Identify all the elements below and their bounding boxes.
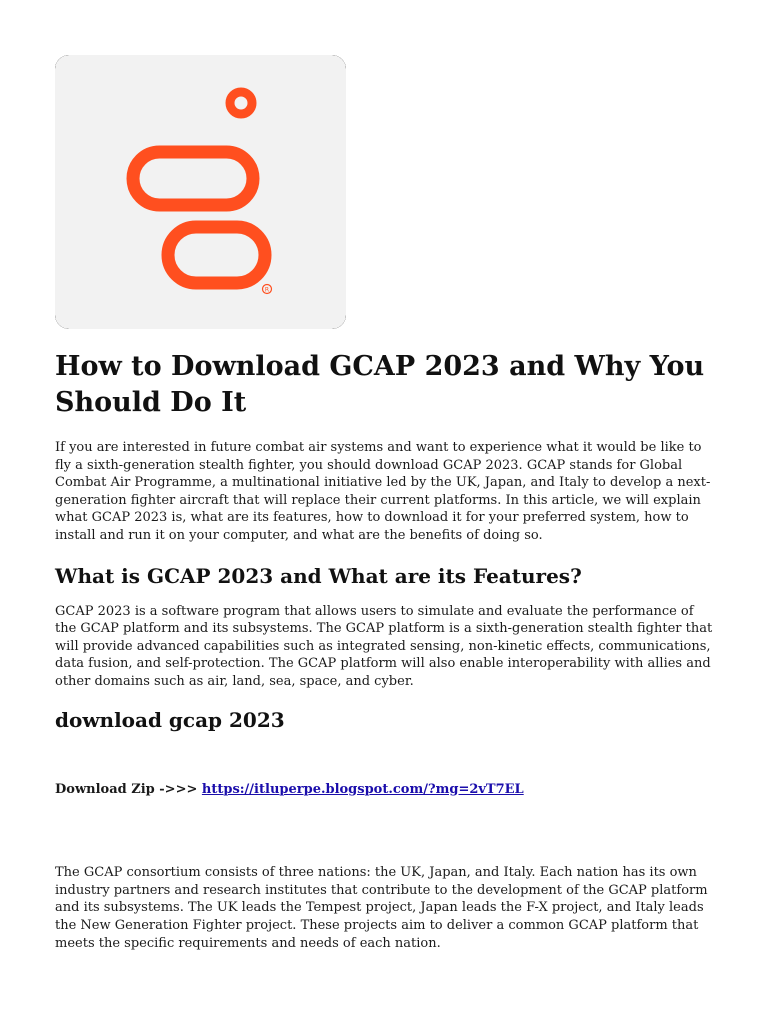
- registered-mark: R: [264, 286, 270, 294]
- document-page: [55, 55, 715, 952]
- download-link[interactable]: https://itluperpe.blogspot.com/?mg=2vT7EL: [201, 781, 524, 797]
- download-label: Download Zip ->>>: [55, 781, 202, 797]
- download-line: [55, 781, 715, 799]
- section-heading-features: What is GCAP 2023 and What are its Features?: [55, 563, 582, 588]
- features-paragraph: GCAP 2023 is a software program that allows users to simulate and evaluate the performance of the GCAP platform and its subsystems. The GCAP platform is a sixth-generation stealth fighter that will provide advanced capabilities such as integrated sensing, non-kinetic effects, communications, data fusion, and self-protection. The GCAP platform will also enable interoperability with allies and other domains such as air, land, sea, space, and cyber.: [55, 603, 713, 689]
- page-title: How to Download GCAP 2023 and Why You Should Do It: [55, 351, 705, 418]
- consortium-paragraph: The GCAP consortium consists of three nations: the UK, Japan, and Italy. Each nation has its own industry partners and research institutes that contribute to the development of the GCAP platform and its subsystems. The UK leads the Tempest project, Japan leads the F-X project, and Italy leads the New Generation Fighter project. These projects aim to deliver a common GCAP platform that meets the specific requirements and needs of each nation.: [55, 865, 708, 951]
- logo-image: [55, 55, 346, 329]
- genesys-logo-icon: [55, 55, 346, 329]
- intro-paragraph: If you are interested in future combat air systems and want to experience what it would be like to fly a sixth-generation stealth fighter, you should download GCAP 2023. GCAP stands for Global Combat Air Programme, a multinational initiative led by the UK, Japan, and Italy to develop a next-generation fighter aircraft that will replace their current platforms. In this article, we will explain what GCAP 2023 is, what are its features, how to download it for your preferred system, how to install and run it on your computer, and what are the benefits of doing so.: [55, 440, 711, 543]
- section-heading-download: download gcap 2023: [55, 707, 285, 732]
